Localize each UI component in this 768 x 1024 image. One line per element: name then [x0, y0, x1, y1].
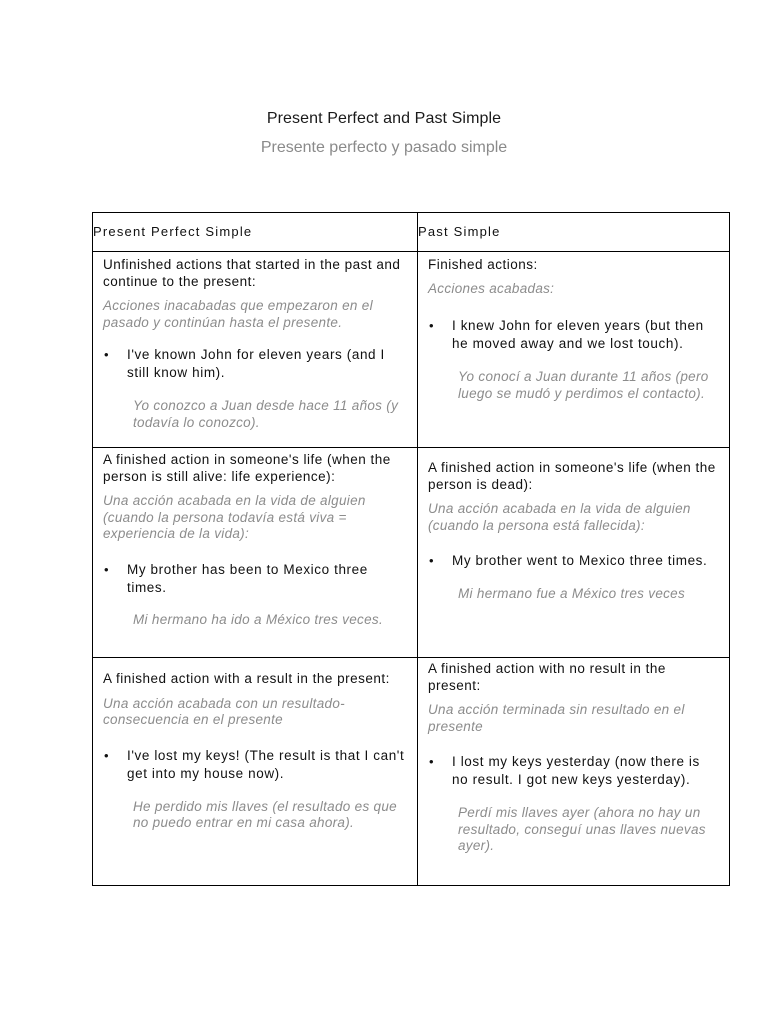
column-header: Present Perfect Simple — [93, 213, 418, 252]
table-row — [93, 658, 730, 886]
example-sentence: • I've lost my keys! (The result is that I can't get into my house now). — [103, 747, 407, 783]
page-subtitle: Presente perfecto y pasado simple — [260, 139, 508, 156]
example-translation: Mi hermano ha ido a México tres veces. — [133, 611, 384, 627]
usage-translation: Una acción terminada sin resultado en el presente — [428, 702, 685, 734]
table-header-row — [93, 213, 730, 252]
table-cell — [93, 448, 418, 658]
usage-description: Unfinished actions that started in the past and continue to the present: — [103, 257, 401, 289]
usage-description: A finished action with a result in the present: — [103, 671, 390, 686]
example-list — [103, 346, 407, 382]
example-translation: Yo conocí a Juan durante 11 años (pero luego se mudó y perdimos el contacto). — [458, 369, 709, 401]
example-translation: Mi hermano fue a México tres veces — [458, 586, 686, 601]
example-translation: Yo conozco a Juan desde hace 11 años (y todavía lo conozco). — [133, 398, 399, 430]
table-cell — [418, 252, 730, 448]
example-sentence: • My brother has been to Mexico three times. — [103, 561, 407, 597]
example-sentence: • My brother went to Mexico three times. — [428, 552, 719, 570]
table-cell — [418, 448, 730, 658]
usage-translation: Una acción acabada en la vida de alguien (cuando la persona todavía está viva = experiencia de la vida): — [103, 493, 366, 541]
example-list — [428, 317, 719, 353]
usage-description: A finished action in someone's life (when the person is dead): — [428, 460, 716, 492]
example-translation: Perdí mis llaves ayer (ahora no hay un resultado, conseguí unas llaves nuevas ayer). — [458, 805, 706, 853]
usage-translation: Una acción acabada en la vida de alguien (cuando la persona está fallecida): — [428, 501, 691, 533]
usage-description: Finished actions: — [428, 257, 538, 272]
page-title: Present Perfect and Past Simple — [266, 110, 502, 127]
table-cell — [418, 658, 730, 886]
table-cell — [93, 252, 418, 448]
example-sentence: • I've known John for eleven years (and I still know him). — [103, 346, 407, 382]
usage-translation: Una acción acabada con un resultado-consecuencia en el presente — [103, 695, 345, 727]
table-row — [93, 448, 730, 658]
example-list — [428, 552, 719, 570]
example-sentence: • I lost my keys yesterday (now there is no result. I got new keys yesterday). — [428, 753, 719, 789]
example-list — [103, 561, 407, 597]
comparison-table — [92, 212, 730, 886]
column-header: Past Simple — [418, 213, 730, 252]
usage-description: A finished action with no result in the present: — [428, 661, 666, 693]
usage-description: A finished action in someone's life (when the person is still alive: life experience): — [103, 452, 391, 484]
usage-translation: Acciones inacabadas que empezaron en el pasado y continúan hasta el presente. — [103, 298, 373, 330]
table-row — [93, 252, 730, 448]
table-cell — [93, 658, 418, 886]
example-list — [428, 753, 719, 789]
example-list — [103, 747, 407, 783]
example-translation: He perdido mis llaves (el resultado es que no puedo entrar en mi casa ahora). — [133, 798, 397, 830]
example-sentence: • I knew John for eleven years (but then he moved away and we lost touch). — [428, 317, 719, 353]
usage-translation: Acciones acabadas: — [428, 280, 555, 296]
